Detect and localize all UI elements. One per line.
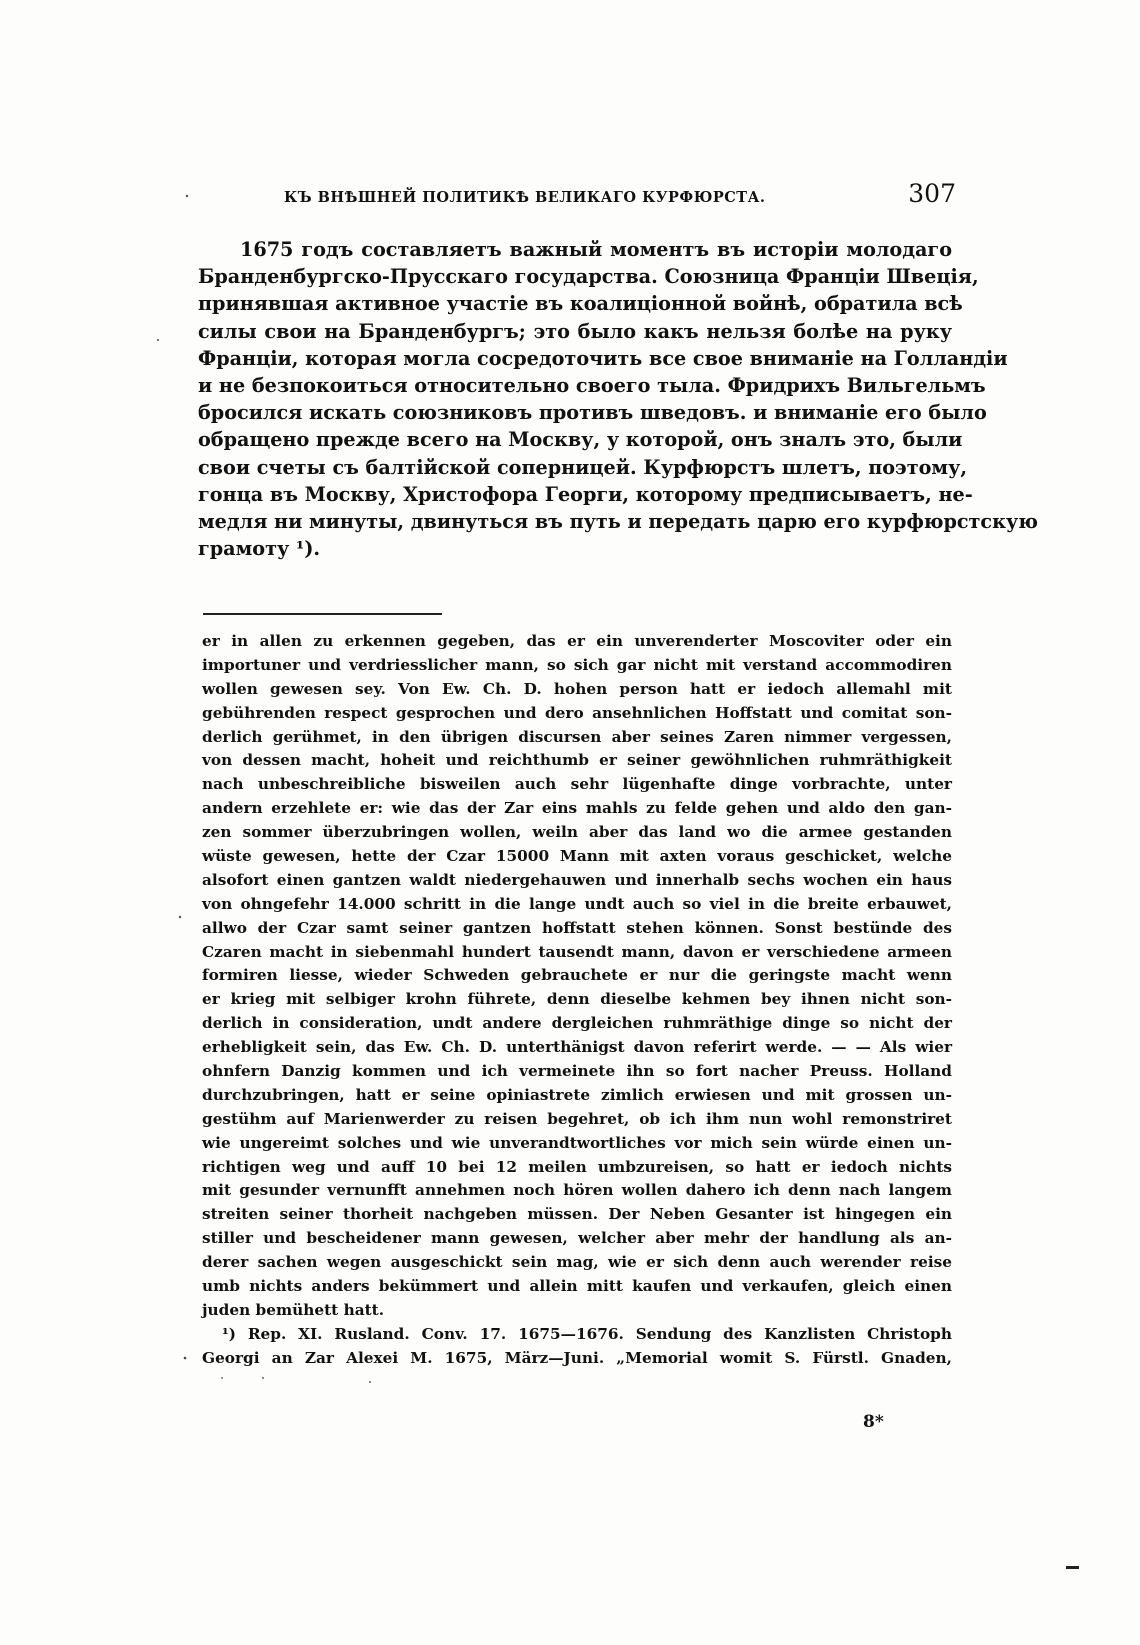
footnote-line: richtigen weg und auff 10 bei 12 meilen umbzureisen, so hatt er iedoch nichts	[202, 1157, 952, 1176]
footnote-line: wollen gewesen sey. Von Ew. Ch. D. hohen person hatt er iedoch allemahl mit	[202, 679, 952, 698]
main-paragraph	[198, 236, 1038, 562]
signature-mark: 8*	[863, 1412, 884, 1432]
speck	[179, 916, 181, 918]
footnote-line: stiller und bescheidener mann gewesen, welcher aber mehr der handlung als an-	[202, 1229, 952, 1248]
footnote-line: derlich in consideration, undt andere dergleichen ruhmräthige dinge so nicht der	[202, 1014, 952, 1033]
footnote-line: streiten seiner thorheit nachgeben müssen. Der Neben Gesanter ist hingegen ein	[202, 1205, 952, 1224]
body-line: 1675 годъ составляетъ важный моментъ въ исторіи молодаго	[240, 238, 952, 261]
footnote-line: durchzubringen, hatt er seine opiniastrete zimlich erwiesen und mit grossen un-	[202, 1085, 952, 1104]
body-line: бросился искать союзниковъ противъ шведовъ. и вниманіе его было	[198, 401, 987, 425]
speck	[1066, 1566, 1079, 1569]
body-line: гонца въ Москву, Христофора Георги, которому предписываетъ, не-	[198, 482, 973, 506]
footnote-line: von ohngefehr 14.000 schritt in die lange undt auch so viel in die breite erbauwet,	[202, 894, 952, 913]
body-line: медля ни минуты, двинуться въ путь и передать царю его курфюрстскую	[198, 509, 1038, 533]
footnote-line: gestühm auf Marienwerder zu reisen begehret, ob ich ihm nun wohl remonstriret	[202, 1109, 952, 1128]
body-line: принявшая активное участіе въ коалиціонной войнѣ, обратила всѣ	[198, 292, 963, 316]
footnote-line: er in allen zu erkennen gegeben, das er ein unverenderter Moscoviter oder ein	[202, 632, 952, 650]
body-line: и не безпокоиться относительно своего тыла. Фридрихъ Вильгельмъ	[198, 373, 986, 397]
footnote-line: derlich gerühmet, in den übrigen discursen aber seines Zaren nimmer vergessen,	[202, 727, 952, 746]
speck	[186, 195, 188, 197]
speck	[369, 1381, 371, 1383]
footnote-1-line: ¹) Rep. XI. Rusland. Conv. 17. 1675—1676. Sendung des Kanzlisten Christoph	[222, 1324, 952, 1343]
footnote-line: von dessen macht, hoheit und reichthumb er seiner gewöhnlichen ruhmräthigkeit	[202, 751, 952, 770]
footnote-line: gebührenden respect gesprochen und dero ansehnlichen Hoffstatt und comitat son-	[202, 703, 952, 722]
body-line: Франціи, которая могла сосредоточить все свое вниманіе на Голландіи	[198, 346, 1008, 370]
body-line: грамоту ¹).	[198, 537, 321, 561]
body-line: силы свои на Бранденбургъ; это было какъ нельзя болѣе на руку	[198, 319, 952, 343]
page-number: 307	[908, 179, 956, 208]
footnote-line: erhebligkeit sein, das Ew. Ch. D. unterthänigst davon referirt werde. — — Als wier	[202, 1038, 952, 1057]
footnote-1-line: Georgi an Zar Alexei M. 1675, März—Juni. „Memorial womit S. Fürstl. Gnaden,	[202, 1348, 952, 1367]
footnote-line: ohnfern Danzig kommen und ich vermeinete ihn so fort nacher Preuss. Holland	[202, 1062, 952, 1081]
body-line: обращено прежде всего на Москву, у которой, онъ зналъ это, были	[198, 428, 963, 452]
footnote-line: juden bemühett hatt.	[202, 1300, 385, 1319]
speck	[221, 1377, 223, 1379]
body-line: Бранденбургско-Прусскаго государства. Союзница Франціи Швеція,	[198, 265, 979, 289]
running-head: КЪ ВНѢШНЕЙ ПОЛИТИКѢ ВЕЛИКАГО КУРФЮРСТА.	[284, 189, 766, 206]
footnote-line: allwo der Czar samt seiner gantzen hoffstatt stehen können. Sonst bestünde des	[202, 918, 952, 937]
footnote-line: zen sommer überzubringen wollen, weiln aber das land wo die armee gestanden	[202, 823, 952, 842]
speck	[262, 1377, 264, 1379]
footnote-line: alsofort einen gantzen waldt niedergehauwen und innerhalb sechs wochen ein haus	[202, 870, 952, 889]
footnote-line: er krieg mit selbiger krohn führete, denn dieselbe kehmen bey ihnen nicht son-	[202, 990, 952, 1009]
speck	[184, 1357, 187, 1360]
footnote-line: umb nichts anders bekümmert und allein mitt kaufen und verkaufen, gleich einen	[202, 1277, 952, 1296]
footnote-line: wie ungereimt solches und wie unverandtwortliches vor mich sein würde einen un-	[202, 1133, 952, 1152]
footnote-separator-rule	[203, 613, 442, 615]
footnote-line: importuner und verdriesslicher mann, so sich gar nicht mit verstand accommodiren	[202, 655, 952, 674]
footnote-line: wüste gewesen, hette der Czar 15000 Mann mit axten voraus geschicket, welche	[202, 847, 952, 866]
footnotes	[202, 630, 952, 1371]
footnote-line: mit gesunder vernunfft annehmen noch hören wollen dahero ich denn nach langem	[202, 1181, 952, 1200]
footnote-line: nach unbeschreibliche bisweilen auch sehr lügenhafte dinge vorbrachte, unter	[202, 775, 952, 794]
footnote-line: andern erzehlete er: wie das der Zar eins mahls zu felde gehen und aldo den gan-	[202, 799, 952, 818]
speck	[157, 339, 159, 341]
page-header	[284, 179, 956, 215]
footnote-line: Czaren macht in siebenmahl hundert tausendt mann, davon er verschiedene armeen	[202, 942, 952, 961]
body-line: свои счеты съ балтійской соперницей. Курфюрстъ шлетъ, поэтому,	[198, 455, 968, 479]
footnote-line: derer sachen wegen ausgeschickt sein mag, wie er sich denn auch werender reise	[202, 1253, 952, 1272]
footnote-line: formiren liesse, wieder Schweden gebrauchete er nur die geringste macht wenn	[202, 966, 952, 985]
